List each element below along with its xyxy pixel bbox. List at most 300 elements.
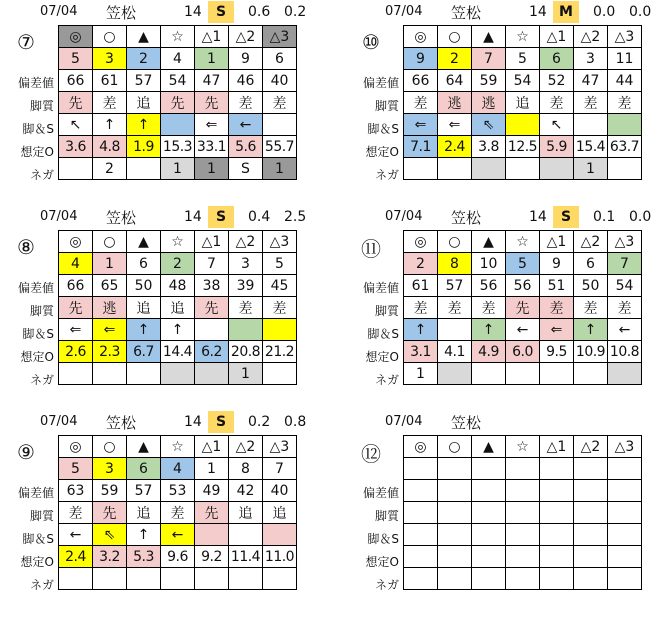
running-style-cell [608,502,642,524]
deviation-cell [404,480,438,502]
leg-speed-cell [438,319,472,341]
running-style-cell: 差 [404,92,438,114]
negative-cell [574,363,608,385]
running-style-cell: 先 [93,502,127,524]
leg-speed-cell: ← [161,524,195,546]
running-style-cell: 差 [229,92,263,114]
mark-cell: ◎ [59,26,93,48]
row-label: 脚質 [374,509,399,523]
pace-badge: S [208,1,234,23]
expected-odds-row [404,136,642,158]
horse-number-cell: 7 [195,253,229,275]
deviation-cell: 59 [472,70,506,92]
mark-cell: ☆ [161,436,195,458]
expected-odds-row [404,546,642,568]
deviation-cell: 44 [608,70,642,92]
race-header [345,410,665,434]
mark-cell: △2 [229,231,263,253]
expected-odds-cell: 2.3 [93,341,127,363]
negative-cell [608,568,642,590]
leg-speed-cell [404,524,438,546]
row-labels [0,482,58,597]
running-style-cell: 差 [263,297,297,319]
deviation-cell: 48 [161,275,195,297]
running-style-cell: 追 [161,297,195,319]
deviation-cell: 46 [229,70,263,92]
mark-cell: ○ [93,26,127,48]
race-venue: 笠松 [451,4,482,22]
leg-speed-cell: ↑ [127,114,161,136]
leg-speed-cell [229,524,263,546]
deviation-cell: 63 [59,480,93,502]
leg-speed-cell [472,524,506,546]
deviation-row [59,275,297,297]
expected-odds-cell: 1.9 [127,136,161,158]
running-style-row [404,92,642,114]
running-style-cell: 逃 [472,92,506,114]
leg-speed-cell: ← [229,114,263,136]
row-label: ネガ [29,578,54,592]
leg-speed-cell [608,114,642,136]
horse-number-cell: 1 [93,253,127,275]
pace-value-2: 0.0 [629,4,652,20]
expected-odds-cell: 12.5 [506,136,540,158]
horse-number-cell: 2 [404,253,438,275]
race-header [0,205,320,229]
row-label: 偏差値 [362,486,399,500]
horse-number-cell: 6 [127,253,161,275]
deviation-cell: 66 [404,70,438,92]
leg-speed-cell [574,524,608,546]
expected-odds-cell: 6.7 [127,341,161,363]
deviation-cell: 66 [59,275,93,297]
runner-count: 14 [529,4,547,20]
running-style-cell: 逃 [438,92,472,114]
race-grid [403,230,642,385]
negative-cell: S [229,158,263,180]
race-block [0,0,320,190]
mark-cell: △3 [263,231,297,253]
horse-number-cell: 5 [59,48,93,70]
deviation-cell: 56 [506,275,540,297]
running-style-cell: 追 [229,502,263,524]
row-label: 脚質 [29,304,54,318]
mark-cell: ☆ [161,231,195,253]
negative-row [404,568,642,590]
horse-number-cell: 5 [263,253,297,275]
mark-cell: △3 [608,436,642,458]
mark-cell: △2 [574,436,608,458]
negative-row [59,158,297,180]
leg-speed-cell [608,524,642,546]
horse-number-cell: 8 [438,253,472,275]
race-number: ⑨ [17,440,35,464]
mark-cell: △1 [195,231,229,253]
pace-value-1: 0.1 [593,209,616,225]
mark-cell: ○ [438,231,472,253]
row-label: 脚質 [374,99,399,113]
mark-cell: ◎ [404,436,438,458]
mark-cell: △3 [263,26,297,48]
horse-number-cell [404,458,438,480]
horse-number-cell [540,458,574,480]
leg-speed-cell: ↑ [127,524,161,546]
row-label: ネガ [29,168,54,182]
expected-odds-cell [438,546,472,568]
expected-odds-cell: 4.1 [438,341,472,363]
leg-speed-cell [195,524,229,546]
expected-odds-cell: 3.6 [59,136,93,158]
pace-value-2: 0.0 [629,209,652,225]
leg-speed-cell: ⇐ [195,114,229,136]
expected-odds-cell [506,546,540,568]
leg-speed-cell: ⇖ [93,524,127,546]
mark-cell: △3 [263,436,297,458]
mark-cell: △2 [229,436,263,458]
row-label: 偏差値 [17,486,54,500]
mark-cell: △1 [195,436,229,458]
deviation-cell [506,480,540,502]
negative-cell [195,363,229,385]
horse-number-cell: 3 [229,253,263,275]
horse-number-cell [472,458,506,480]
horse-number-row [59,48,297,70]
leg-speed-cell: ⇐ [59,319,93,341]
running-style-row [59,502,297,524]
expected-odds-cell: 10.8 [608,341,642,363]
race-date: 07/04 [40,209,78,224]
leg-speed-row [404,319,642,341]
horse-number-cell [438,458,472,480]
race-venue: 笠松 [451,414,482,432]
negative-cell [540,363,574,385]
running-style-cell: 先 [59,92,93,114]
negative-cell [608,363,642,385]
leg-speed-cell [263,114,297,136]
row-labels [345,482,403,597]
deviation-cell [540,480,574,502]
running-style-cell: 先 [161,92,195,114]
pace-value-1: 0.4 [248,209,271,225]
deviation-cell: 51 [540,275,574,297]
negative-cell [540,158,574,180]
negative-cell [472,568,506,590]
mark-cell: ▲ [472,436,506,458]
row-label: 偏差値 [362,281,399,295]
negative-cell: 1 [229,363,263,385]
expected-odds-cell: 2.6 [59,341,93,363]
negative-cell [263,568,297,590]
leg-speed-cell [195,319,229,341]
pace-value-1: 0.0 [593,4,616,20]
negative-cell [404,158,438,180]
leg-speed-cell [161,114,195,136]
horse-number-row [59,458,297,480]
negative-cell: 1 [195,158,229,180]
deviation-cell: 40 [263,70,297,92]
running-style-cell: 差 [438,297,472,319]
negative-cell [59,568,93,590]
row-label: ネガ [29,373,54,387]
mark-row [404,231,642,253]
race-header [345,0,665,24]
deviation-cell: 47 [195,70,229,92]
expected-odds-cell: 9.5 [540,341,574,363]
row-label: 脚＆S [22,122,54,136]
mark-cell: △2 [574,26,608,48]
deviation-cell: 52 [540,70,574,92]
mark-cell: ▲ [472,231,506,253]
running-style-cell [472,502,506,524]
running-style-row [404,297,642,319]
negative-cell [506,158,540,180]
expected-odds-cell: 14.4 [161,341,195,363]
leg-speed-cell: ⇐ [540,319,574,341]
negative-cell [229,568,263,590]
deviation-cell: 49 [195,480,229,502]
row-labels [345,277,403,392]
horse-number-cell: 11 [608,48,642,70]
race-grid [58,25,297,180]
row-label: 偏差値 [362,76,399,90]
deviation-cell: 59 [93,480,127,502]
mark-cell: △1 [540,436,574,458]
deviation-row [404,70,642,92]
deviation-cell: 57 [438,275,472,297]
negative-cell [127,568,161,590]
leg-speed-row [59,319,297,341]
horse-number-cell: 6 [263,48,297,70]
deviation-cell: 40 [263,480,297,502]
negative-cell [93,568,127,590]
leg-speed-cell: ↑ [93,114,127,136]
horse-number-cell: 2 [161,253,195,275]
horse-number-row [404,458,642,480]
race-date: 07/04 [385,209,423,224]
mark-cell: △1 [540,231,574,253]
leg-speed-cell [506,524,540,546]
expected-odds-cell: 11.0 [263,546,297,568]
deviation-cell: 50 [574,275,608,297]
expected-odds-cell: 9.6 [161,546,195,568]
running-style-cell: 先 [506,297,540,319]
expected-odds-cell: 21.2 [263,341,297,363]
negative-cell: 1 [263,158,297,180]
leg-speed-cell [438,524,472,546]
deviation-cell: 42 [229,480,263,502]
negative-cell [59,363,93,385]
horse-number-cell: 10 [472,253,506,275]
deviation-cell: 56 [472,275,506,297]
leg-speed-cell: ← [506,319,540,341]
runner-count: 14 [184,209,202,225]
expected-odds-cell: 4.8 [93,136,127,158]
leg-speed-cell [229,319,263,341]
negative-cell: 2 [93,158,127,180]
deviation-cell: 47 [574,70,608,92]
race-header [0,410,320,434]
mark-cell: ○ [438,26,472,48]
expected-odds-cell: 20.8 [229,341,263,363]
running-style-cell [438,502,472,524]
leg-speed-cell: ⇖ [472,114,506,136]
horse-number-cell: 1 [195,458,229,480]
row-label: 脚＆S [367,122,399,136]
running-style-cell: 差 [404,297,438,319]
negative-cell: 1 [161,158,195,180]
race-venue: 笠松 [451,209,482,227]
expected-odds-cell: 3.1 [404,341,438,363]
mark-cell: ☆ [161,26,195,48]
leg-speed-cell: ↖ [59,114,93,136]
mark-row [59,231,297,253]
leg-speed-cell: ↑ [127,319,161,341]
horse-number-cell [608,458,642,480]
negative-cell [506,363,540,385]
running-style-cell: 先 [195,502,229,524]
row-label: 偏差値 [17,281,54,295]
negative-cell [59,158,93,180]
leg-speed-cell: ↑ [404,319,438,341]
horse-number-cell: 9 [540,253,574,275]
mark-cell: ▲ [127,231,161,253]
mark-row [404,26,642,48]
row-label: 脚＆S [22,327,54,341]
horse-number-cell: 4 [161,458,195,480]
mark-cell: ◎ [404,26,438,48]
negative-cell [161,568,195,590]
negative-cell [574,568,608,590]
negative-cell [195,568,229,590]
race-grid [403,25,642,180]
leg-speed-row [59,114,297,136]
expected-odds-cell [574,546,608,568]
horse-number-cell: 3 [93,458,127,480]
horse-number-cell: 7 [472,48,506,70]
mark-cell: ○ [93,436,127,458]
row-label: ネガ [374,168,399,182]
leg-speed-cell: ↑ [161,319,195,341]
running-style-cell: 追 [127,92,161,114]
horse-number-cell: 3 [574,48,608,70]
expected-odds-cell: 15.4 [574,136,608,158]
deviation-cell: 66 [59,70,93,92]
deviation-cell: 64 [438,70,472,92]
negative-row [404,158,642,180]
horse-number-row [404,253,642,275]
horse-number-cell: 1 [195,48,229,70]
leg-speed-cell [263,524,297,546]
running-style-cell: 差 [472,297,506,319]
expected-odds-cell: 6.0 [506,341,540,363]
race-date: 07/04 [385,414,423,429]
negative-cell [127,158,161,180]
running-style-cell: 差 [161,502,195,524]
race-venue: 笠松 [106,4,137,22]
horse-number-cell: 6 [127,458,161,480]
deviation-cell: 61 [93,70,127,92]
expected-odds-cell: 5.6 [229,136,263,158]
row-label: 脚質 [29,99,54,113]
running-style-cell [574,502,608,524]
expected-odds-cell: 11.4 [229,546,263,568]
running-style-row [59,92,297,114]
negative-cell [404,568,438,590]
expected-odds-cell [608,546,642,568]
leg-speed-cell: ⇐ [438,114,472,136]
horse-number-cell: 3 [93,48,127,70]
mark-cell: ◎ [59,231,93,253]
expected-odds-cell: 7.1 [404,136,438,158]
expected-odds-cell [472,546,506,568]
expected-odds-row [59,546,297,568]
race-header [0,0,320,24]
running-style-cell [540,502,574,524]
leg-speed-row [59,524,297,546]
deviation-cell: 65 [93,275,127,297]
running-style-cell [404,502,438,524]
negative-cell [93,363,127,385]
deviation-cell: 45 [263,275,297,297]
horse-number-cell: 6 [574,253,608,275]
deviation-cell: 39 [229,275,263,297]
expected-odds-cell: 15.3 [161,136,195,158]
expected-odds-cell: 2.4 [438,136,472,158]
expected-odds-cell: 10.9 [574,341,608,363]
row-label: 脚質 [29,509,54,523]
horse-number-cell: 7 [263,458,297,480]
race-number: ⑩ [362,30,380,54]
runner-count: 14 [184,414,202,430]
mark-cell: △2 [229,26,263,48]
leg-speed-row [404,524,642,546]
mark-cell: ☆ [506,436,540,458]
horse-number-cell: 4 [161,48,195,70]
race-block [345,205,665,395]
row-label: ネガ [374,373,399,387]
negative-row [59,568,297,590]
mark-cell: ▲ [472,26,506,48]
row-label: 想定O [20,555,54,569]
pace-value-1: 0.2 [248,414,271,430]
race-block [345,0,665,190]
race-number: ⑦ [17,30,35,54]
horse-number-cell [574,458,608,480]
expected-odds-cell [540,546,574,568]
horse-number-row [404,48,642,70]
mark-cell: ○ [93,231,127,253]
running-style-cell: 差 [608,297,642,319]
race-grid [58,230,297,385]
race-header [345,205,665,229]
deviation-cell [438,480,472,502]
race-venue: 笠松 [106,209,137,227]
deviation-row [404,480,642,502]
negative-cell: 1 [574,158,608,180]
leg-speed-cell [263,319,297,341]
leg-speed-cell: ⇐ [404,114,438,136]
row-label: 想定O [365,145,399,159]
race-number: ⑪ [361,236,381,261]
race-number: ⑧ [17,235,35,259]
race-date: 07/04 [385,4,423,19]
running-style-cell: 差 [59,502,93,524]
horse-number-cell: 9 [229,48,263,70]
running-style-cell: 追 [506,92,540,114]
row-labels [0,277,58,392]
row-labels [0,72,58,187]
deviation-cell [472,480,506,502]
